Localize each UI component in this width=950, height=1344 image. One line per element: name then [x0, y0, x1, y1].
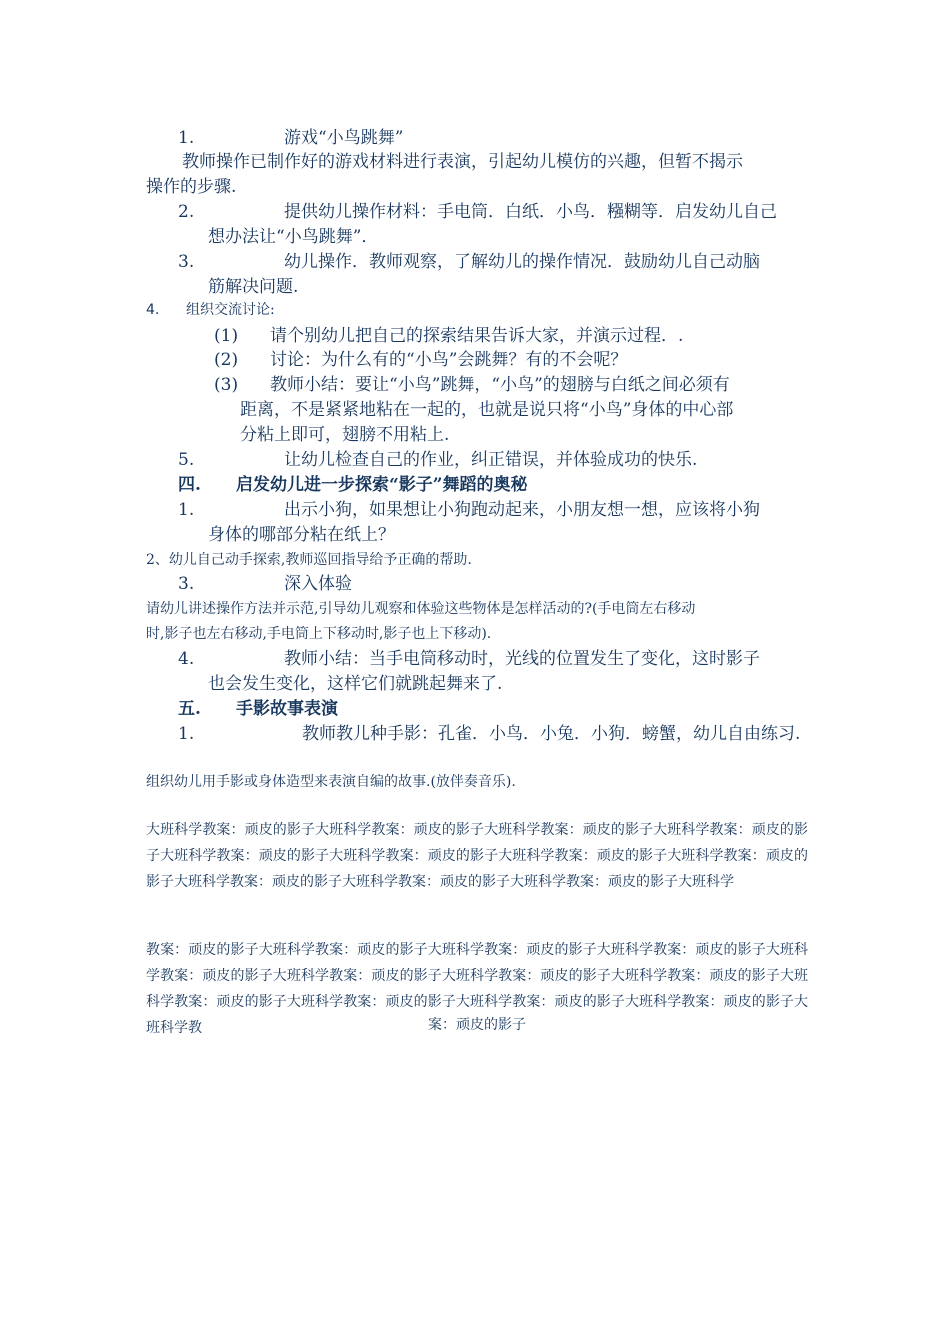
paragraph-line: 教师教儿种手影：孔雀．小鸟．小兔．小狗．螃蟹，幼儿自由练习. — [302, 724, 801, 744]
item-number: 1. — [178, 500, 195, 520]
paragraph-line: 想办法让“小鸟跳舞”． — [208, 227, 379, 247]
item-number: 3. — [178, 574, 195, 594]
item-number: 3. — [178, 252, 195, 272]
paragraph-line: 幼儿操作．教师观察，了解幼儿的操作情况．鼓励幼儿自己动脑 — [284, 252, 760, 272]
paragraph-line: 教师小结：要让“小鸟”跳舞，“小鸟”的翅膀与白纸之间必须有 — [270, 375, 730, 395]
paragraph-line: 提供幼儿操作材料：手电筒．白纸．小鸟．糨糊等．启发幼儿自己 — [284, 202, 777, 222]
paragraph-line: 身体的哪部分粘在纸上？ — [208, 525, 395, 545]
paragraph-line: 分粘上即可，翅膀不用粘上. — [240, 425, 450, 445]
paragraph-line: 2、幼儿自己动手探索,教师巡回指导给予正确的帮助. — [146, 552, 472, 568]
paragraph-line: 出示小狗，如果想让小狗跑动起来，小朋友想一想，应该将小狗 — [284, 500, 760, 520]
paragraph-line: 让幼儿检查自己的作业，纠正错误，并体验成功的快乐. — [284, 450, 698, 470]
sub-item-number: (2) — [214, 350, 239, 370]
section-heading: 启发幼儿进一步探索“影子”舞蹈的奥秘 — [236, 475, 528, 495]
paragraph-line: 教师操作已制作好的游戏材料进行表演，引起幼儿模仿的兴趣，但暂不揭示 — [182, 152, 743, 172]
item-number: 4. — [146, 302, 160, 318]
item-number: 2. — [178, 202, 195, 222]
section-number: 五. — [178, 699, 201, 719]
paragraph-line: 组织幼儿用手影或身体造型来表演自编的故事.(放伴奏音乐). — [146, 774, 516, 790]
item-title: 游戏“小鸟跳舞” — [284, 128, 404, 148]
paragraph-line: 操作的步骤. — [146, 177, 237, 197]
sub-item-number: (1) — [214, 326, 239, 346]
item-number: 1. — [178, 128, 195, 148]
paragraph-line: 也会发生变化，这样它们就跳起舞来了. — [208, 674, 503, 694]
filler-paragraph: 大班科学教案：顽皮的影子大班科学教案：顽皮的影子大班科学教案：顽皮的影子大班科学教案：顽皮的影子大班科学教案：顽皮的影子大班科学教案：顽皮的影子大班科学教案：顽皮的影子大班科学教案：顽皮的影子大班科学教案：顽皮的影子大班科学教案：顽皮的影子大班科学教案：顽皮的影子大班科学 — [146, 822, 808, 890]
item-number: 1. — [178, 724, 195, 744]
filler-paragraph: 教案：顽皮的影子大班科学教案：顽皮的影子大班科学教案：顽皮的影子大班科学教案：顽皮的影子大班科学教案：顽皮的影子大班科学教案：顽皮的影子大班科学教案：顽皮的影子大班科学教案：顽皮的影子大班科学教案：顽皮的影子大班科学教案：顽皮的影子大班科学教案：顽皮的影子大班科学教案：顽皮的影子大班科学教 — [146, 942, 808, 1036]
item-title: 组织交流讨论: — [186, 302, 275, 318]
item-title: 深入体验 — [284, 574, 352, 594]
sub-item-number: (3) — [214, 375, 239, 395]
paragraph-line: 教师小结：当手电筒移动时，光线的位置发生了变化，这时影子 — [284, 649, 760, 669]
section-heading: 手影故事表演 — [236, 699, 338, 719]
paragraph-line: 筋解决问题. — [208, 277, 299, 297]
item-number: 4. — [178, 649, 195, 669]
paragraph-line: 距离，不是紧紧地粘在一起的，也就是说只将“小鸟”身体的中心部 — [240, 400, 734, 420]
paragraph-line: 讨论：为什么有的“小鸟”会跳舞？有的不会呢？ — [270, 350, 628, 370]
section-number: 四. — [178, 475, 201, 495]
item-number: 5. — [178, 450, 195, 470]
paragraph-line: 请幼儿讲述操作方法并示范,引导幼儿观察和体验这些物体是怎样活动的?(手电筒左右移动 — [146, 601, 696, 617]
filler-paragraph-end: 案：顽皮的影子 — [428, 1017, 526, 1033]
paragraph-line: 时,影子也左右移动,手电筒上下移动时,影子也上下移动). — [146, 626, 492, 642]
paragraph-line: 请个别幼儿把自己的探索结果告诉大家，并演示过程．. — [270, 326, 684, 346]
